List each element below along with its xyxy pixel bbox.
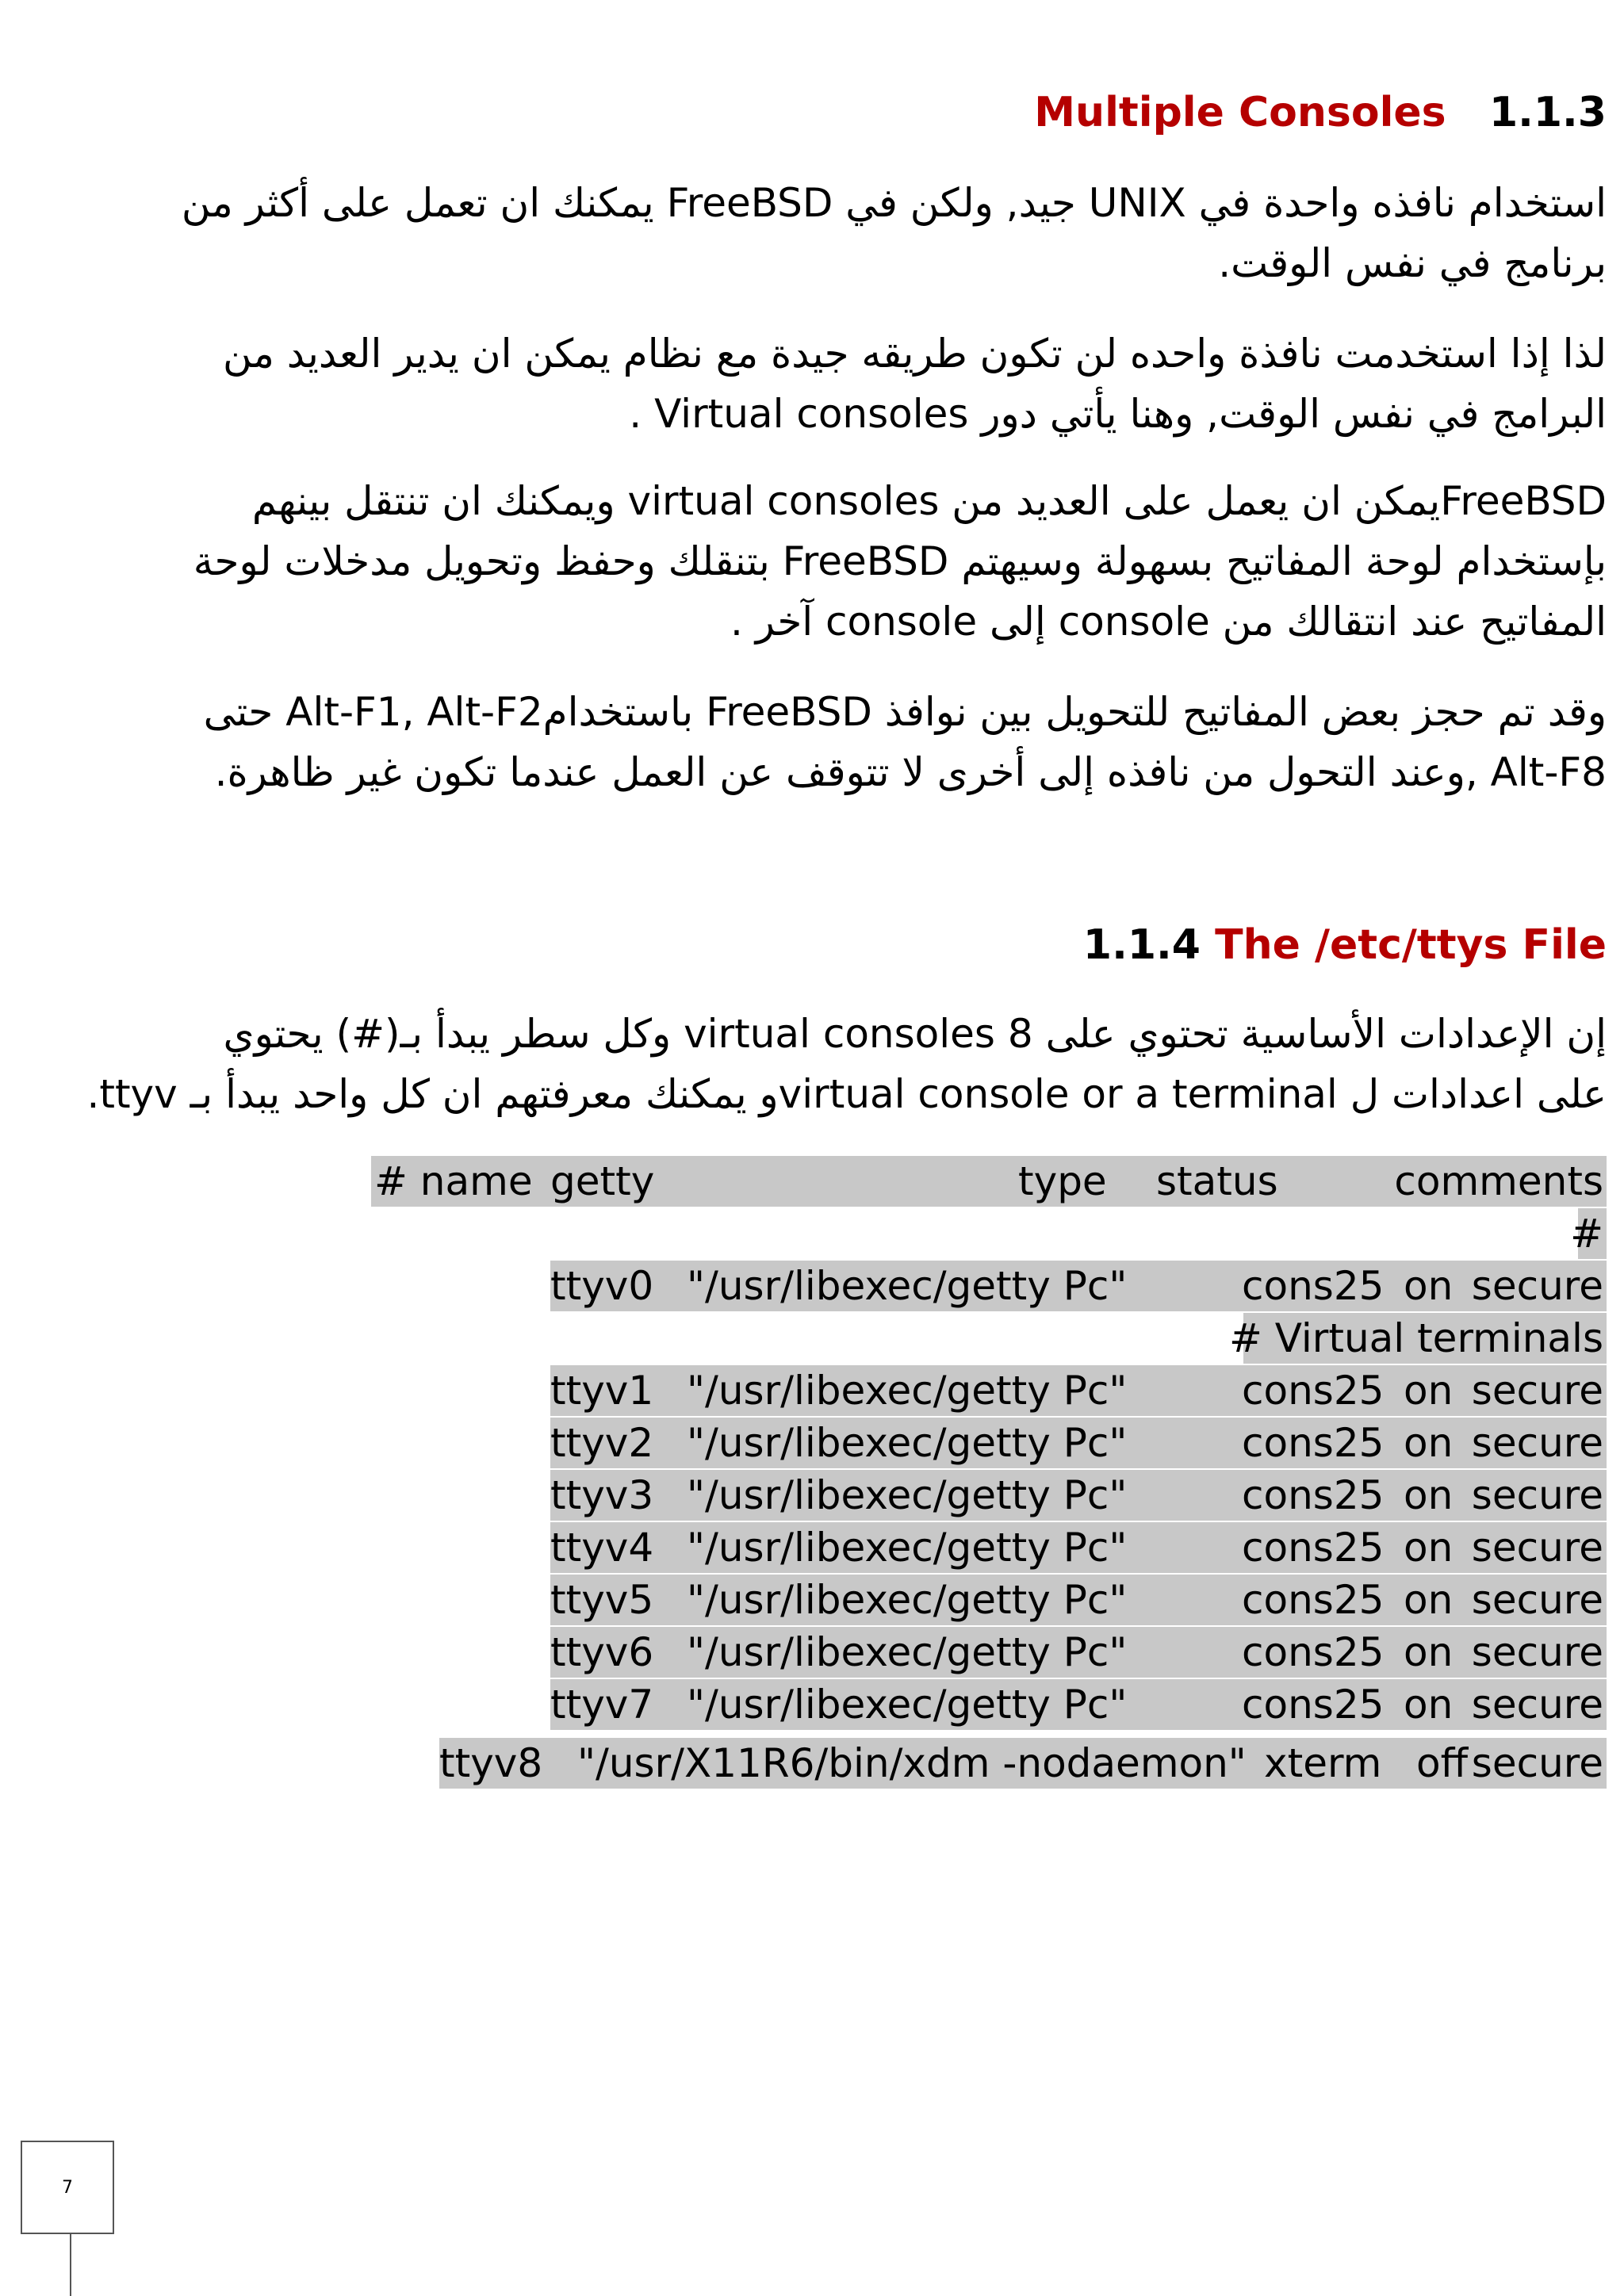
header-comments: comments (1394, 1158, 1603, 1204)
tty-getty: "/usr/libexec/getty Pc" (687, 1577, 1128, 1623)
header-status: status (1156, 1158, 1278, 1204)
text-line: وقد تم حجز بعض المفاتيح للتحويل بين نوافذ FreeBSD باستخدامAlt-F1, Alt-F2 حتى (203, 689, 1607, 735)
tty-type: cons25 (1242, 1577, 1385, 1623)
tty-status: on (1404, 1577, 1454, 1623)
text-line: بإستخدام لوحة المفاتيح بسهولة وسيهتم FreeBSD بتنقلك وحفظ وتحويل مدخلات لوحة (193, 538, 1607, 584)
section-title: Multiple Consoles (1034, 89, 1446, 136)
tty-row (550, 1627, 1607, 1678)
tty-status: on (1404, 1368, 1454, 1414)
tty-name: ttyv0 (550, 1263, 654, 1309)
tty-status: off (1416, 1740, 1469, 1786)
tty-row (550, 1418, 1607, 1468)
section-title: The /etc/ttys File (1215, 921, 1607, 969)
virtual-terminals-row (1229, 1313, 1607, 1364)
tty-row (550, 1679, 1607, 1730)
tty-row (550, 1522, 1607, 1573)
page-number-box (21, 2141, 114, 2234)
tty-getty: "/usr/libexec/getty Pc" (687, 1368, 1128, 1414)
tty-type: cons25 (1242, 1629, 1385, 1675)
text-line: إن الإعدادات الأساسية تحتوي على 8 virtual consoles وكل سطر يبدأ بـ(#) يحتوي (223, 1011, 1607, 1057)
tty-getty: "/usr/libexec/getty Pc" (687, 1525, 1128, 1571)
text-line: على اعدادات ل virtual console or a terminalو يمكنك معرفتهم ان كل واحد يبدأ بـ ttyv. (86, 1071, 1607, 1117)
tty-name: ttyv5 (550, 1577, 654, 1623)
tty-name: ttyv3 (550, 1472, 654, 1518)
text-line: البرامج في نفس الوقت, وهنا يأتي دور Virtual consoles . (629, 391, 1607, 437)
tty-status: on (1404, 1472, 1454, 1518)
tty-secure: secure (1471, 1629, 1603, 1675)
tty-secure: secure (1471, 1740, 1603, 1786)
tty-name: ttyv8 (439, 1740, 543, 1786)
tty-secure: secure (1471, 1682, 1603, 1728)
tty-row (550, 1261, 1607, 1311)
tty-secure: secure (1471, 1472, 1603, 1518)
tty-secure: secure (1471, 1420, 1603, 1466)
comment-hash-row (1570, 1208, 1607, 1259)
tty-status: on (1404, 1420, 1454, 1466)
tty-name: ttyv6 (550, 1629, 654, 1675)
tty-secure: secure (1471, 1368, 1603, 1414)
tty-type: xterm (1264, 1740, 1382, 1786)
tty-name: ttyv7 (550, 1682, 654, 1728)
page-number: 7 (62, 2177, 73, 2198)
tty-type: cons25 (1242, 1368, 1385, 1414)
tty-row-last (439, 1738, 1607, 1789)
tty-getty: "/usr/libexec/getty Pc" (687, 1420, 1128, 1466)
tty-status: on (1404, 1263, 1454, 1309)
section-number: 1.1.3 (1488, 89, 1607, 136)
virtual-terminals-comment: # Virtual terminals (1229, 1315, 1603, 1361)
tty-type: cons25 (1242, 1682, 1385, 1728)
tty-secure: secure (1471, 1525, 1603, 1571)
tty-type: cons25 (1242, 1472, 1385, 1518)
tty-name: ttyv4 (550, 1525, 654, 1571)
section-number: 1.1.4 (1082, 921, 1201, 969)
text-line: برنامج في نفس الوقت. (1218, 240, 1607, 286)
header-getty: getty (550, 1158, 655, 1204)
ttys-header-row (371, 1156, 1607, 1207)
tty-type: cons25 (1242, 1525, 1385, 1571)
header-type: type (1018, 1158, 1107, 1204)
tty-name: ttyv1 (550, 1368, 654, 1414)
tty-type: cons25 (1242, 1420, 1385, 1466)
tty-status: on (1404, 1682, 1454, 1728)
tty-getty: "/usr/X11R6/bin/xdm -nodaemon" (577, 1740, 1247, 1786)
header-name: # name (374, 1158, 533, 1204)
tty-row (550, 1575, 1607, 1625)
tty-status: on (1404, 1525, 1454, 1571)
page-number-stem (70, 2234, 71, 2296)
tty-getty: "/usr/libexec/getty Pc" (687, 1472, 1128, 1518)
text-line: FreeBSDيمكن ان يعمل على العديد من virtual consoles ويمكنك ان تنتقل بينهم (251, 478, 1607, 524)
comment-hash: # (1570, 1211, 1603, 1257)
text-line: استخدام نافذه واحدة في UNIX جيد, ولكن في FreeBSD يمكنك ان تعمل على أكثر من (181, 180, 1607, 226)
tty-getty: "/usr/libexec/getty Pc" (687, 1682, 1128, 1728)
tty-name: ttyv2 (550, 1420, 654, 1466)
tty-secure: secure (1471, 1263, 1603, 1309)
text-line: لذا إذا استخدمت نافذة واحده لن تكون طريقه جيدة مع نظام يمكن ان يدير العديد من (223, 331, 1607, 377)
text-line: Alt-F8 ,وعند التحول من نافذه إلى أخرى لا تتوقف عن العمل عندما تكون غير ظاهرة. (214, 749, 1607, 795)
tty-row (550, 1470, 1607, 1521)
tty-type: cons25 (1242, 1263, 1385, 1309)
tty-getty: "/usr/libexec/getty Pc" (687, 1629, 1128, 1675)
tty-getty: "/usr/libexec/getty Pc" (687, 1263, 1128, 1309)
text-line: المفاتيح عند انتقالك من console إلى console آخر . (730, 599, 1607, 645)
tty-secure: secure (1471, 1577, 1603, 1623)
tty-row (550, 1365, 1607, 1416)
tty-status: on (1404, 1629, 1454, 1675)
